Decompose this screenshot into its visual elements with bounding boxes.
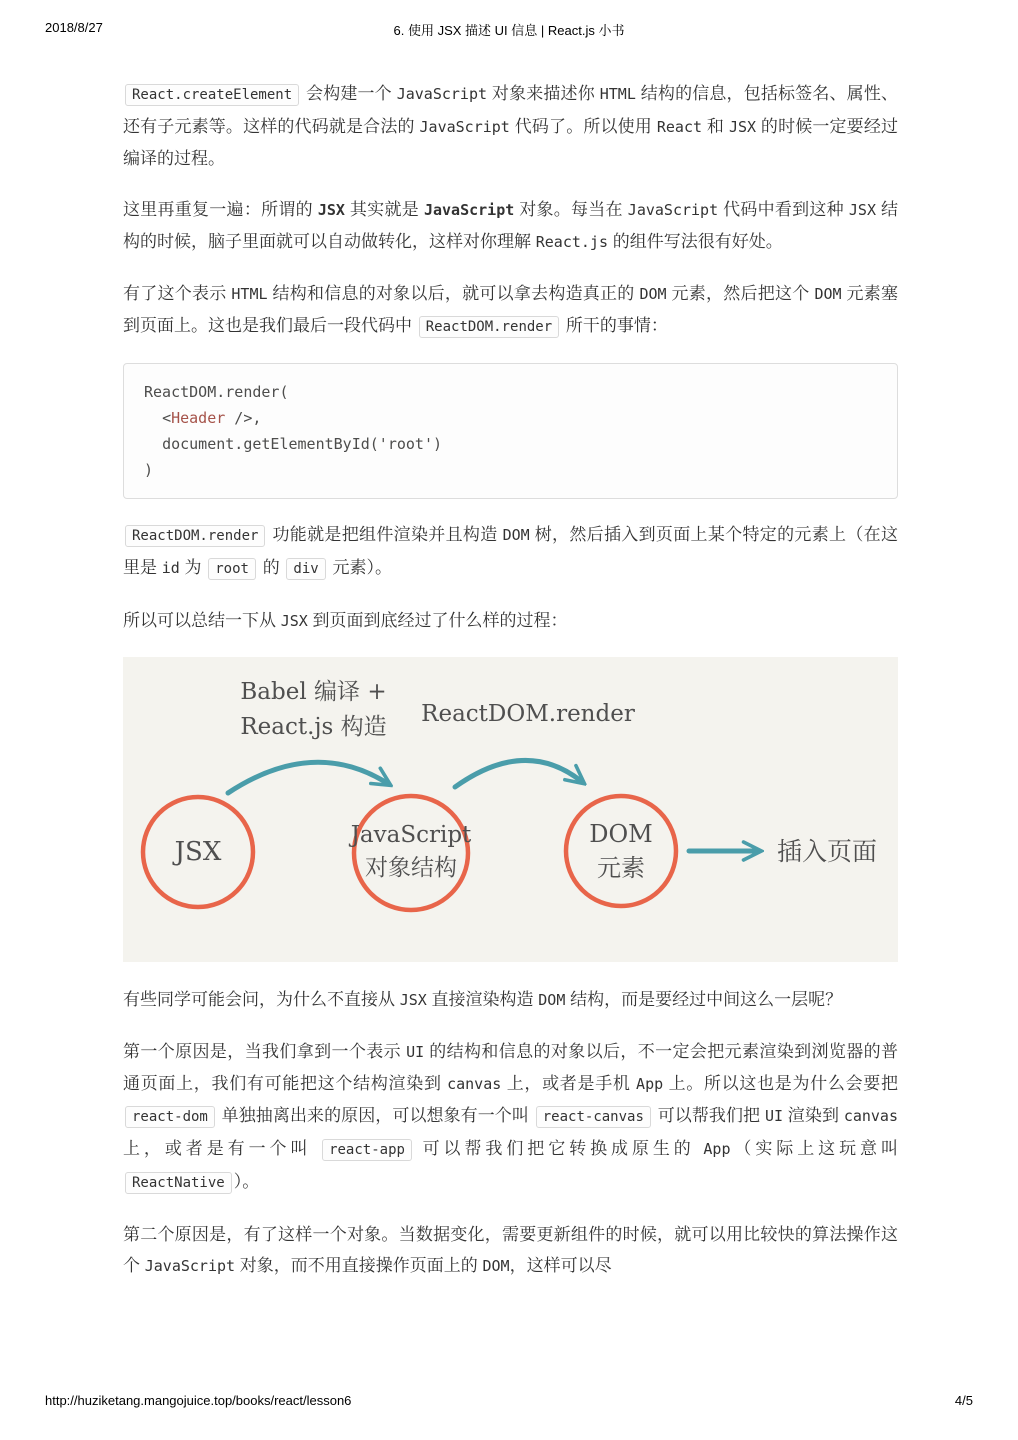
- inline-code: JSX: [317, 201, 345, 219]
- inline-code: JavaScript: [423, 201, 515, 219]
- paragraph: [123, 605, 898, 637]
- node-label: JavaScript: [350, 822, 472, 848]
- paragraph: [123, 1036, 903, 1199]
- text-run: 单独抽离出来的原因，可以想象有一个叫: [216, 1106, 534, 1125]
- inline-code: UI: [764, 1107, 783, 1125]
- text-run: 元素塞到页面上。这也是我们最后一段代码中: [123, 284, 898, 335]
- inline-code-box: React.createElement: [125, 84, 299, 106]
- arrow-label-babel: [211, 675, 416, 745]
- text-run: 和: [702, 117, 729, 136]
- text-run: document.getElementById('root'): [144, 435, 443, 453]
- node-label: DOM: [589, 820, 653, 848]
- text-run: <: [144, 409, 172, 427]
- diagram-node-jsx: [138, 837, 258, 867]
- text-run: 元素，然后把这个: [666, 284, 815, 303]
- text-run: 元素）。: [327, 558, 392, 577]
- inline-code: JSX: [848, 201, 876, 219]
- inline-code: DOM: [639, 285, 667, 303]
- text-run: 结构和信息的对象以后，就可以拿去构造真正的: [267, 284, 640, 303]
- text-run: 其实就是: [344, 200, 424, 219]
- inline-code: HTML: [231, 285, 268, 303]
- inline-code-box: react-dom: [125, 1106, 215, 1128]
- node-label: JSX: [174, 837, 222, 867]
- inline-code-box: root: [208, 558, 256, 580]
- inline-code: canvas: [843, 1107, 898, 1125]
- text-run: 代码了。所以使用: [509, 117, 657, 136]
- text-run: 为: [179, 558, 207, 577]
- text-run: 可以帮我们把它转换成原生的: [413, 1139, 704, 1158]
- text-run: 结构的信息，包括标签名、属性、还有子元素等。这样的代码就是合法的: [123, 84, 898, 136]
- text-run: 所以可以总结一下从: [123, 611, 281, 630]
- inline-code: JSX: [399, 991, 427, 1009]
- print-header: [45, 20, 973, 38]
- arrow-label-line: Babel 编译 +: [240, 679, 387, 705]
- arrow-label-insert: 插入页面: [776, 837, 877, 866]
- text-run: 对象。每当在: [514, 200, 628, 219]
- page-number: 4/5: [954, 1393, 973, 1408]
- text-run: 有些同学可能会问，为什么不直接从: [123, 990, 400, 1009]
- text-run: 直接渲染构造: [426, 990, 539, 1009]
- diagram-node-dom: [551, 817, 691, 885]
- inline-code: DOM: [814, 285, 842, 303]
- arrow-babel-transform: [228, 762, 387, 793]
- text-run: 上，或者是有一个叫: [123, 1106, 903, 1158]
- inline-code: HTML: [599, 85, 636, 103]
- text-run: ReactDOM.render(: [144, 383, 289, 401]
- paragraph: [123, 78, 898, 174]
- inline-code: DOM: [482, 1257, 510, 1275]
- inline-code-box: react-canvas: [536, 1106, 651, 1128]
- diagram-node-js-object: [331, 819, 491, 885]
- code-tag: Header: [171, 409, 226, 427]
- text-run: 功能就是把组件渲染并且构造: [267, 525, 503, 544]
- inline-code-box: div: [286, 558, 325, 580]
- text-run: 的: [257, 558, 285, 577]
- text-run: 渲染到: [783, 1106, 844, 1125]
- print-footer: [45, 1393, 973, 1408]
- document-title: 6. 使用 JSX 描述 UI 信息 | React.js 小书: [393, 23, 625, 38]
- text-run: 对象来描述你: [487, 84, 600, 103]
- inline-code: App: [703, 1140, 731, 1158]
- inline-code-box: ReactNative: [125, 1172, 232, 1194]
- text-run: 会构建一个: [301, 84, 397, 103]
- text-run: />,: [225, 409, 262, 427]
- code-line: [144, 457, 877, 483]
- text-run: ): [144, 461, 154, 479]
- text-run: 结构，而是要经过中间这么一层呢？: [565, 990, 843, 1009]
- inline-code: JavaScript: [419, 118, 510, 136]
- code-block: [123, 363, 898, 499]
- inline-code: JavaScript: [144, 1257, 236, 1275]
- inline-code: id: [161, 559, 180, 577]
- print-date: 2018/8/27: [45, 20, 103, 35]
- inline-code: JSX: [280, 612, 308, 630]
- code-line: [144, 379, 877, 405]
- inline-code-box: ReactDOM.render: [125, 525, 265, 547]
- paragraph: [123, 519, 898, 585]
- text-run: 可以帮我们把: [652, 1106, 765, 1125]
- inline-code-box: react-app: [322, 1139, 412, 1161]
- text-run: 代码中看到这种: [718, 200, 849, 219]
- footer-url: http://huziketang.mangojuice.top/books/react/lesson6: [45, 1393, 352, 1408]
- text-run: 的结构和信息的对象以后，不一定会把元素渲染到浏览器的普通页面上，我们有可能把这个结构渲染到: [123, 1042, 898, 1093]
- text-run: 的时候一定要经过编译的过程。: [123, 117, 898, 168]
- inline-code-box: ReactDOM.render: [419, 316, 559, 338]
- text-run: 树，然后插入到页面上某个特定的元素上（在这里是: [123, 525, 898, 577]
- arrow-label-line: React.js 构造: [240, 714, 387, 740]
- code-line: [144, 405, 877, 431]
- code-line: [144, 431, 877, 457]
- text-run: 第一个原因是，当我们拿到一个表示: [123, 1042, 407, 1061]
- inline-code: JavaScript: [627, 201, 719, 219]
- text-run: 这里再重复一遍：所谓的: [123, 200, 318, 219]
- inline-code: JSX: [728, 118, 757, 136]
- text-run: （实际上这玩意叫: [730, 1139, 903, 1158]
- article-content: [123, 78, 903, 1302]
- paragraph: [123, 984, 898, 1016]
- text-run: 上。所以这也是为什么会要把: [663, 1074, 903, 1093]
- text-run: ，这样可以尽: [509, 1256, 612, 1275]
- inline-code: UI: [406, 1043, 425, 1061]
- inline-code: React: [656, 118, 703, 136]
- node-label: 对象结构: [365, 855, 457, 881]
- text-run: ）。: [233, 1172, 260, 1191]
- jsx-flow-diagram: [123, 657, 898, 962]
- text-run: 对象，而不用直接操作页面上的: [235, 1256, 483, 1275]
- paragraph: [123, 278, 898, 343]
- text-run: 所干的事情：: [561, 316, 668, 335]
- text-run: 到页面到底经过了什么样的过程：: [307, 611, 568, 630]
- text-run: 的组件写法很有好处。: [607, 232, 783, 251]
- inline-code: canvas: [447, 1075, 502, 1093]
- paragraph: [123, 194, 898, 258]
- inline-code: JavaScript: [396, 85, 488, 103]
- inline-code: React.js: [535, 233, 608, 251]
- arrow-reactdom-render: [455, 760, 581, 787]
- paragraph: [123, 1219, 898, 1282]
- inline-code: DOM: [538, 991, 566, 1009]
- text-run: 第二个原因是，有了这样一个对象。当数据变化，需要更新组件的时候，就可以用比较快的算法操作这个: [123, 1225, 898, 1275]
- text-run: 上，或者是手机: [501, 1074, 637, 1093]
- node-label: 元素: [597, 854, 645, 882]
- inline-code: DOM: [502, 526, 530, 544]
- arrow-label-reactdom: ReactDOM.render: [421, 701, 635, 727]
- text-run: 结构的时候，脑子里面就可以自动做转化，这样对你理解: [123, 200, 898, 251]
- text-run: 有了这个表示: [123, 284, 232, 303]
- inline-code: App: [636, 1075, 664, 1093]
